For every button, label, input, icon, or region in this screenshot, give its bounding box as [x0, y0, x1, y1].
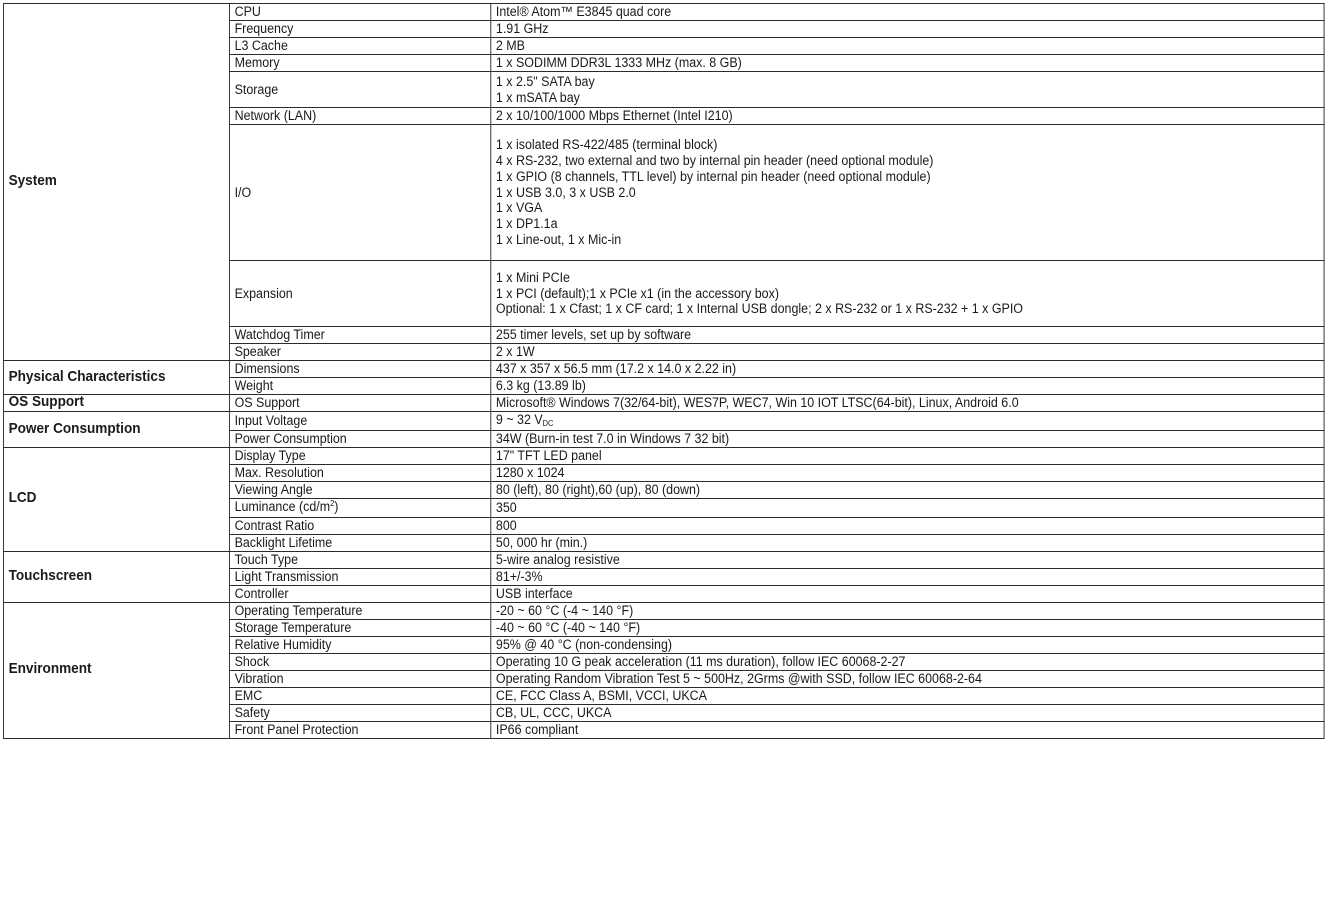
category-lcd: LCD — [3, 447, 229, 551]
spec-item: Weight — [229, 378, 490, 395]
spec-item: OS Support — [229, 395, 490, 412]
category-touchscreen: Touchscreen — [3, 551, 229, 602]
spec-item: Light Transmission — [229, 568, 490, 585]
unit-subscript: DC — [542, 419, 554, 428]
spec-value: Microsoft® Windows 7(32/64-bit), WES7P, WEC7, Win 10 IOT LTSC(64-bit), Linux, Android 6.0 — [491, 395, 1324, 412]
spec-value: 17" TFT LED panel — [491, 447, 1324, 464]
spec-value: Intel® Atom™ E3845 quad core — [491, 4, 1324, 21]
spec-item: Viewing Angle — [229, 481, 490, 498]
spec-item: Luminance $(cd/m^2)$ — [229, 498, 490, 517]
spec-item: Front Panel Protection — [229, 721, 490, 738]
spec-item: Vibration — [229, 670, 490, 687]
spec-item: Touch Type — [229, 551, 490, 568]
spec-value: 9 ~ 32 $V_{DC}$ — [491, 412, 1324, 431]
spec-value: -20 ~ 60 °C (-4 ~ 140 °F) — [491, 602, 1324, 619]
spec-item: Backlight Lifetime — [229, 534, 490, 551]
spec-value: 350 — [491, 498, 1324, 517]
spec-row — [3, 412, 1324, 431]
spec-value: 1 x 2.5" SATA bay 1 x mSATA bay — [491, 72, 1324, 108]
spec-value: 81+/-3% — [491, 568, 1324, 585]
spec-row — [3, 447, 1324, 464]
spec-value: 2 x 10/100/1000 Mbps Ethernet (Intel I210) — [491, 108, 1324, 125]
spec-value: -40 ~ 60 °C (-40 ~ 140 °F) — [491, 619, 1324, 636]
spec-item: Operating Temperature — [229, 602, 490, 619]
spec-value: CE, FCC Class A, BSMI, VCCI, UKCA — [491, 687, 1324, 704]
spec-item: Max. Resolution — [229, 464, 490, 481]
spec-value: 95% @ 40 °C (non-condensing) — [491, 636, 1324, 653]
spec-value: Operating Random Vibration Test 5 ~ 500Hz, 2Grms @with SSD, follow IEC 60068-2-64 — [491, 670, 1324, 687]
spec-value: IP66 compliant — [491, 721, 1324, 738]
spec-value: 1.91 GHz — [491, 21, 1324, 38]
spec-value: 800 — [491, 517, 1324, 534]
spec-item: Power Consumption — [229, 430, 490, 447]
spec-value: 1 x Mini PCIe 1 x PCI (default);1 x PCIe x1 (in the accessory box) Optional: 1 x Cfast; 1 x CF card; 1 x Internal USB dongle; 2 x RS-232 or 1 x RS-232 + 1 x GPIO — [491, 261, 1324, 327]
spec-item: Network (LAN) — [229, 108, 490, 125]
spec-item: Controller — [229, 585, 490, 602]
spec-value: 1 x isolated RS-422/485 (terminal block) 4 x RS-232, two external and two by internal pin header (need optional module) 1 x GPIO (8 channels, TTL level) by internal pin header (need optional module) 1 x USB 3.0, 3 x USB 2.0 1 x VGA 1 x DP1.1a 1 x Line-out, 1 x Mic-in — [491, 125, 1324, 261]
spec-item: EMC — [229, 687, 490, 704]
spec-row — [3, 361, 1324, 378]
spec-item: Relative Humidity — [229, 636, 490, 653]
spec-item: Storage Temperature — [229, 619, 490, 636]
spec-value: 80 (left), 80 (right),60 (up), 80 (down) — [491, 481, 1324, 498]
spec-item: Shock — [229, 653, 490, 670]
spec-row — [3, 602, 1324, 619]
spec-item: Safety — [229, 704, 490, 721]
spec-row — [3, 4, 1324, 21]
spec-value: Operating 10 G peak acceleration (11 ms duration), follow IEC 60068-2-27 — [491, 653, 1324, 670]
spec-value: 5-wire analog resistive — [491, 551, 1324, 568]
spec-item: L3 Cache — [229, 38, 490, 55]
spec-row — [3, 551, 1324, 568]
spec-item: Storage — [229, 72, 490, 108]
spec-value: 1 x SODIMM DDR3L 1333 MHz (max. 8 GB) — [491, 55, 1324, 72]
category-power-consumption: Power Consumption — [3, 412, 229, 448]
spec-item: Memory — [229, 55, 490, 72]
spec-row — [3, 395, 1324, 412]
spec-value: 6.3 kg (13.89 lb) — [491, 378, 1324, 395]
spec-value: 255 timer levels, set up by software — [491, 327, 1324, 344]
category-os-support: OS Support — [3, 395, 229, 412]
spec-value: USB interface — [491, 585, 1324, 602]
spec-item: Frequency — [229, 21, 490, 38]
spec-item: Contrast Ratio — [229, 517, 490, 534]
spec-item: Input Voltage — [229, 412, 490, 431]
spec-value: 2 MB — [491, 38, 1324, 55]
spec-table — [3, 3, 1325, 739]
spec-item: Expansion — [229, 261, 490, 327]
spec-value: 50, 000 hr (min.) — [491, 534, 1324, 551]
spec-item: I/O — [229, 125, 490, 261]
spec-item: Watchdog Timer — [229, 327, 490, 344]
category-physical-characteristics: Physical Characteristics — [3, 361, 229, 395]
spec-item: CPU — [229, 4, 490, 21]
spec-item: Display Type — [229, 447, 490, 464]
spec-value: 437 x 357 x 56.5 mm (17.2 x 14.0 x 2.22 in) — [491, 361, 1324, 378]
spec-value: CB, UL, CCC, UKCA — [491, 704, 1324, 721]
spec-item: Dimensions — [229, 361, 490, 378]
spec-value: 1280 x 1024 — [491, 464, 1324, 481]
category-system: System — [3, 4, 229, 361]
spec-value: 34W (Burn-in test 7.0 in Windows 7 32 bit) — [491, 430, 1324, 447]
spec-value: 2 x 1W — [491, 344, 1324, 361]
category-environment: Environment — [3, 602, 229, 738]
spec-item: Speaker — [229, 344, 490, 361]
